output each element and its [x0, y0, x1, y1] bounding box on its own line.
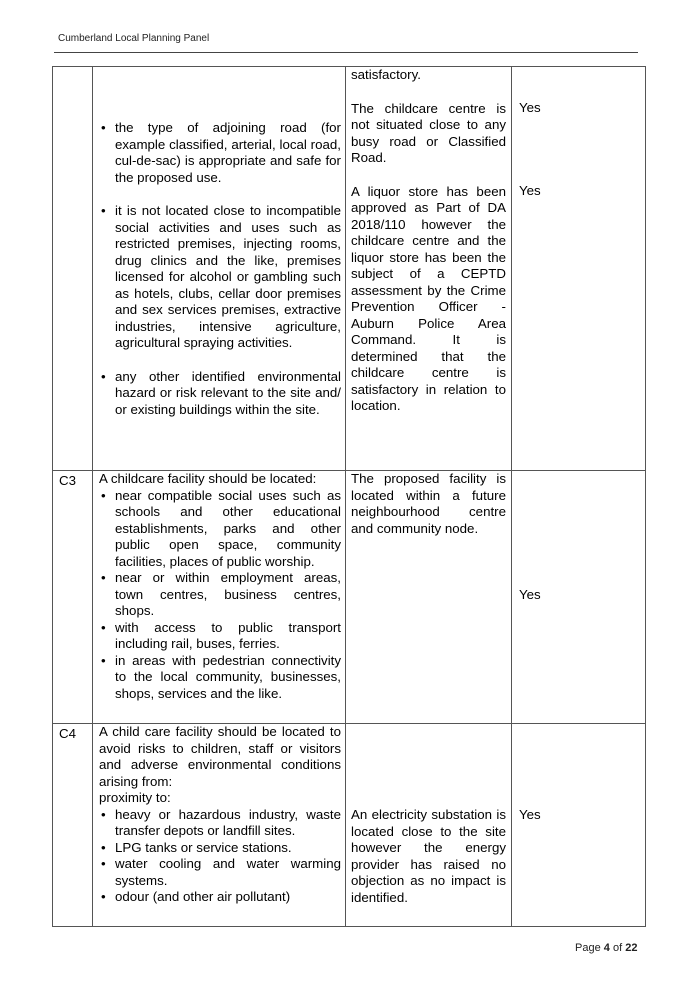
compliance-value: Yes: [519, 182, 541, 198]
compliance-cell: [512, 724, 646, 927]
compliance-cell: [512, 67, 646, 471]
response-text: The childcare centre is not situated close to any busy road or Classified Road.: [351, 100, 506, 165]
list-item: • odour (and other air pollutant): [99, 889, 341, 906]
response-text: An electricity substation is located close to the site however the energy provider has raised no objection as no impact is identified.: [351, 807, 506, 905]
list-item: • near or within employment areas, town centres, business centres, shops.: [99, 570, 341, 620]
list-item: • water cooling and water warming systems.: [99, 856, 341, 889]
header-rule: [54, 52, 638, 53]
compliance-cell: [512, 471, 646, 724]
response-cell: [346, 471, 512, 724]
list-item: • near compatible social uses such as schools and other educational establishments, parks and other public open space, community facilities, places of public worship.: [99, 488, 341, 571]
list-item: • heavy or hazardous industry, waste transfer depots or landfill sites.: [99, 807, 341, 840]
row-ref: C4: [53, 724, 93, 927]
list-item: • in areas with pedestrian connectivity to the local community, businesses, shops, services and the like.: [99, 653, 341, 703]
list-item: • the type of adjoining road (for example classified, arterial, local road, cul-de-sac) is appropriate and safe for the proposed use.: [99, 120, 341, 186]
requirement-cell: [93, 471, 346, 724]
compliance-value: Yes: [519, 100, 541, 115]
list-item: • with access to public transport including rail, buses, ferries.: [99, 620, 341, 653]
compliance-table: [52, 66, 646, 927]
row-ref: [53, 67, 93, 471]
row-ref: C3: [53, 471, 93, 724]
requirement-cell: [93, 724, 346, 927]
table-row: [53, 471, 646, 724]
requirement-intro: A childcare facility should be located:: [99, 471, 317, 486]
response-cell: [346, 724, 512, 927]
table-row: [53, 724, 646, 927]
list-item: • any other identified environmental hazard or risk relevant to the site and/ or existing buildings within the site.: [99, 369, 341, 419]
list-item: • LPG tanks or service stations.: [99, 840, 341, 857]
table-row: [53, 67, 646, 471]
response-text: The proposed facility is located within a future neighbourhood centre and community node.: [351, 471, 506, 536]
compliance-value: Yes: [519, 587, 541, 602]
requirement-intro: A child care facility should be located to avoid risks to children, staff or visitors and adverse environmental conditions arising from:: [99, 724, 341, 789]
list-item: • it is not located close to incompatible social activities and uses such as restricted premises, injecting rooms, drug clinics and the like, premises licensed for alcohol or gambling such as hotels, clubs, cellar door premises and sex services premises, extractive industries, intensive agriculture, agricultural spraying activities.: [99, 203, 341, 352]
requirement-list: [99, 120, 341, 418]
response-text: satisfactory.: [351, 67, 421, 82]
page-header-title: Cumberland Local Planning Panel: [58, 33, 210, 44]
requirement-list: [99, 488, 341, 703]
requirement-list: [99, 807, 341, 906]
requirement-subintro: proximity to:: [99, 790, 171, 805]
response-text: A liquor store has been approved as Part of DA 2018/110 however the childcare centre and the liquor store has been the subject of a CEPTD assessment by the Crime Prevention Officer - Auburn Police Area Command. It is determined that the childcare centre is satisfactory in relation to location.: [351, 183, 506, 413]
requirement-cell: [93, 67, 346, 471]
response-cell: [346, 67, 512, 471]
page-number: Page 4 of 22: [575, 942, 638, 954]
compliance-value: Yes: [519, 807, 541, 822]
